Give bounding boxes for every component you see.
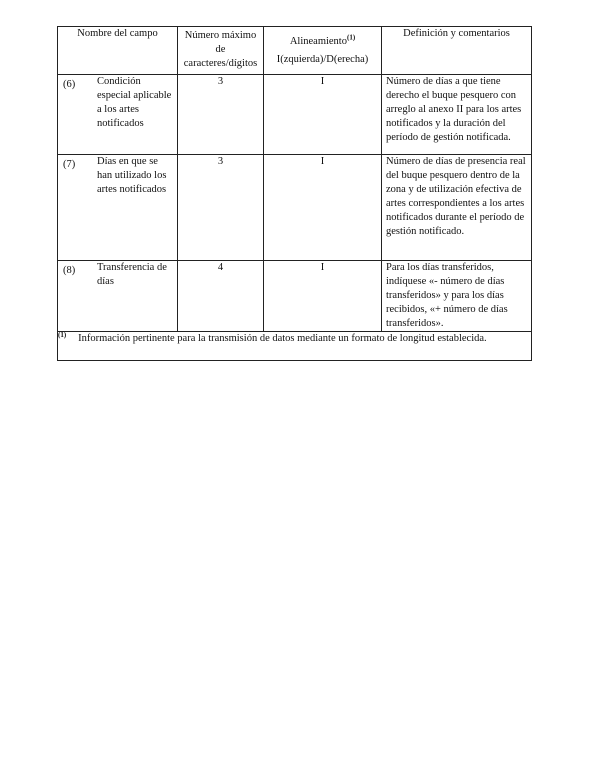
header-definition <box>382 27 532 75</box>
field-name: Días en que se han utilizado los artes notificados <box>97 156 167 195</box>
alignment-value: I <box>264 261 382 332</box>
footnote-text: Información pertinente para la transmisión de datos mediante un formato de longitud establecida. <box>78 333 487 344</box>
header-definition-text: Definición y comentarios <box>403 28 510 39</box>
definition-text: Para los días transferidos, indíquese «- número de días transferidos» y para los días recibidos, «+ número de días transferidos». <box>382 261 532 332</box>
definition-text: Número de días de presencia real del buque pesquero dentro de la zona y de utilización efectiva de artes correspondientes a los artes notificados durante el período de gestión notificado. <box>382 155 532 261</box>
header-alignment-line2: I(zquierda)/D(erecha) <box>276 53 369 65</box>
footnote-cell <box>58 332 532 361</box>
footnote-mark: (1) <box>58 330 67 339</box>
field-definition-table <box>57 26 532 361</box>
header-max-chars-line1: Número máximo <box>184 30 257 41</box>
max-chars-value: 3 <box>178 75 264 155</box>
header-max-chars <box>178 27 264 75</box>
header-max-chars-line2: de <box>215 44 226 55</box>
footnote-row <box>58 332 532 361</box>
header-field-name-text: Nombre del campo <box>77 28 158 39</box>
field-cell <box>58 155 178 261</box>
field-number: (8) <box>63 265 76 276</box>
field-name: Condición especial aplicable a los artes notificados <box>97 76 172 129</box>
header-alignment <box>264 27 382 75</box>
max-chars-value: 3 <box>178 155 264 261</box>
max-chars-value: 4 <box>178 261 264 332</box>
header-field-name <box>58 27 178 75</box>
header-alignment-line1 <box>264 35 381 49</box>
field-name: Transferencia de días <box>97 262 167 287</box>
header-alignment-footnote-mark: (1) <box>346 33 356 41</box>
header-alignment-text: Alineamiento <box>289 35 347 47</box>
definition-text: Número de días a que tiene derecho el buque pesquero con arreglo al anexo II para los artes notificados y la duración del período de gestión notificada. <box>382 75 532 155</box>
field-cell <box>58 261 178 332</box>
table-header-row <box>58 27 532 75</box>
alignment-value: I <box>264 75 382 155</box>
table-row <box>58 261 532 332</box>
alignment-value: I <box>264 155 382 261</box>
table-row <box>58 75 532 155</box>
field-number: (7) <box>63 159 76 170</box>
header-max-chars-line3: caracteres/dígitos <box>183 58 258 69</box>
field-cell <box>58 75 178 155</box>
table-row <box>58 155 532 261</box>
field-number: (6) <box>63 79 76 90</box>
